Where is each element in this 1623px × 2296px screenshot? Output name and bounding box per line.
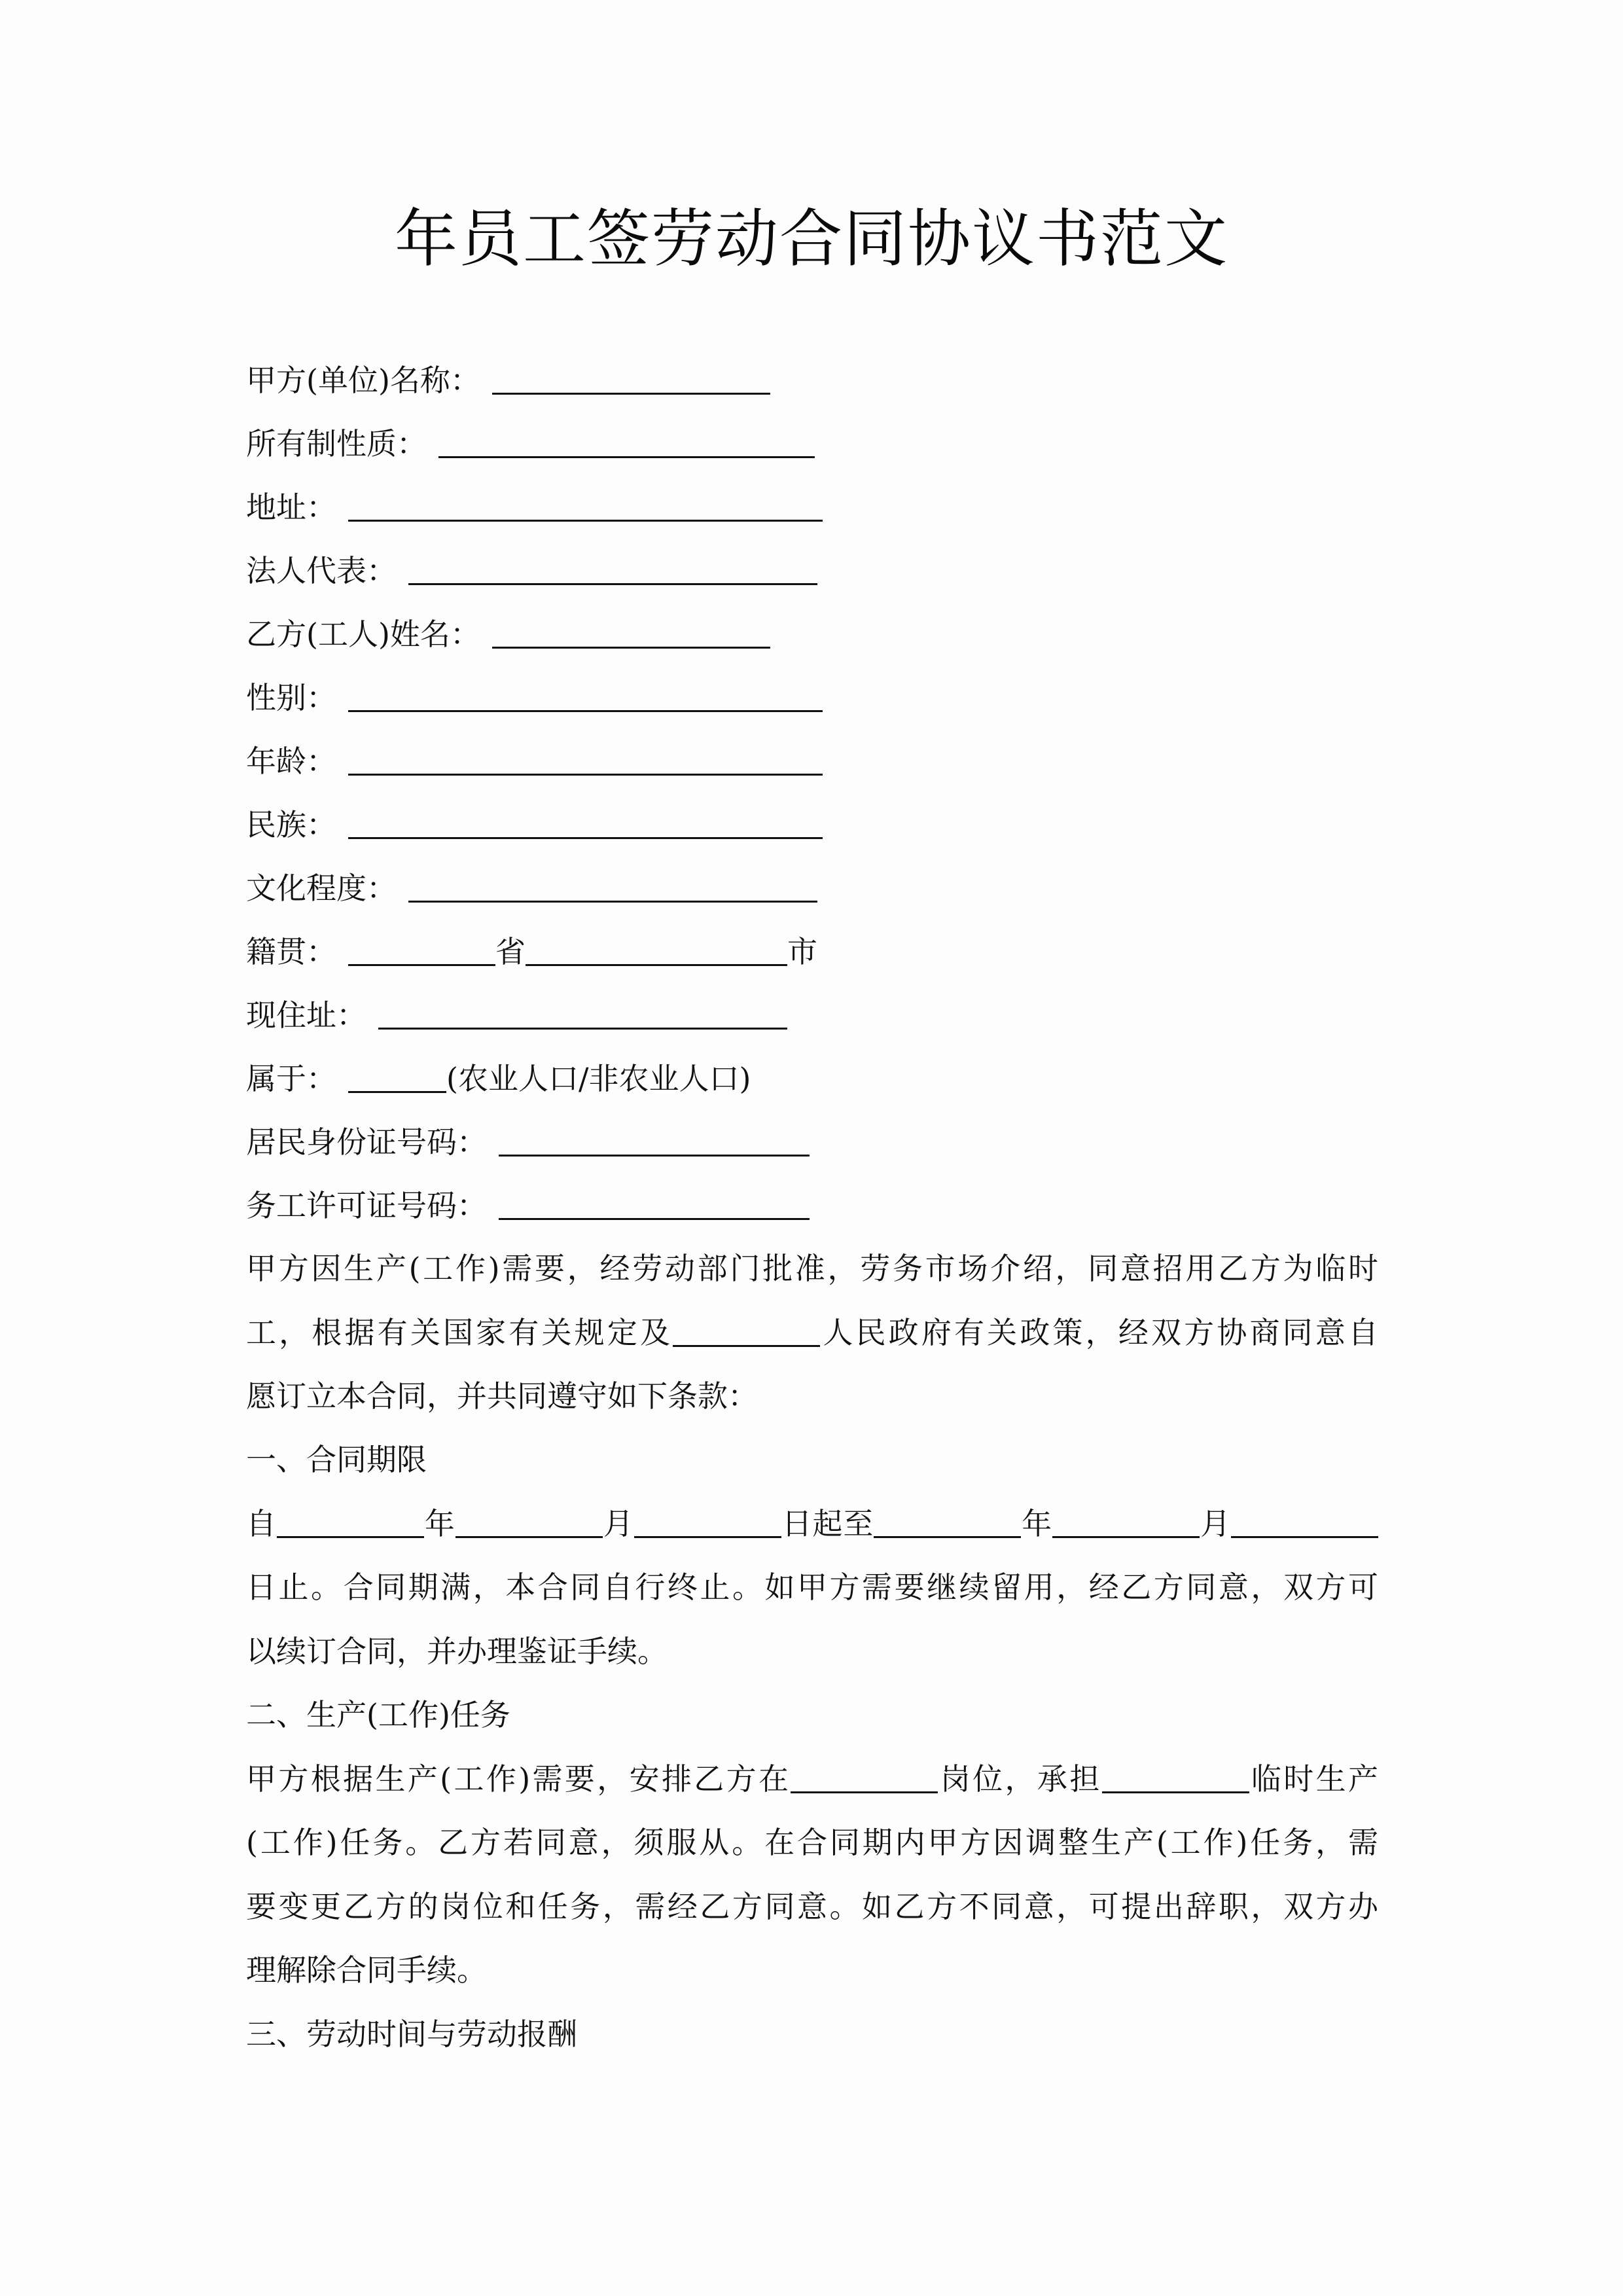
section-1-heading: 一、合同期限 — [246, 1442, 427, 1477]
field-label: 甲方(单位)名称： — [246, 363, 480, 398]
section-2 — [246, 1683, 1378, 2003]
start-month-blank[interactable] — [455, 1506, 603, 1538]
field-label: 属于： — [246, 1061, 336, 1096]
field-belongs-to — [246, 1057, 751, 1096]
party-b-name-blank[interactable] — [492, 617, 770, 649]
field-gender — [246, 676, 823, 715]
document-title: 年员工签劳动合同协议书范文 — [395, 202, 1228, 276]
field-legal-rep — [246, 549, 817, 588]
field-age — [246, 740, 823, 779]
task-blank[interactable] — [1102, 1761, 1249, 1793]
province-suffix: 省 — [495, 934, 526, 969]
start-day-blank[interactable] — [634, 1506, 781, 1538]
field-label: 民族： — [246, 807, 336, 842]
section-2-line-4: 理解除合同手续。 — [246, 1952, 487, 1988]
section-3-heading: 三、劳动时间与劳动报酬 — [246, 2017, 577, 2052]
end-year-blank[interactable] — [874, 1506, 1021, 1538]
field-label: 务工许可证号码： — [246, 1188, 487, 1223]
field-ethnicity — [246, 803, 823, 842]
government-blank[interactable] — [673, 1315, 820, 1347]
section-1-line-2: 日止。合同期满，本合同自行终止。如甲方需要继续留用，经乙方同意，双方可 — [246, 1570, 1378, 1605]
field-label: 地址： — [246, 490, 336, 525]
start-year-blank[interactable] — [277, 1506, 424, 1538]
legal-rep-blank[interactable] — [408, 553, 817, 585]
field-label: 乙方(工人)姓名： — [246, 617, 480, 652]
section-2-line-3: 要变更乙方的岗位和任务，需经乙方同意。如乙方不同意，可提出辞职，双方办 — [246, 1888, 1378, 1924]
intro-line-2: 工，根据有关国家有关规定及 人民政府有关政策，经双方协商同意自 — [246, 1314, 1379, 1350]
contract-period-line: 自 年 月 日起至 年 月 — [246, 1492, 1378, 1556]
end-day-blank[interactable] — [1231, 1506, 1378, 1538]
field-label: 性别： — [246, 680, 336, 715]
gender-blank[interactable] — [348, 680, 823, 712]
end-month-blank[interactable] — [1052, 1506, 1200, 1538]
section-2-line-1: 甲方根据生产(工作)需要，安排乙方在 岗位，承担 临时生产 — [246, 1761, 1379, 1797]
belongs-to-blank[interactable] — [348, 1061, 446, 1093]
ethnicity-blank[interactable] — [348, 807, 823, 839]
address-blank[interactable] — [348, 490, 823, 522]
field-address — [246, 486, 823, 525]
intro-line-1: 甲方因生产(工作)需要，经劳动部门批准，劳务市场介绍，同意招用乙方为临时 — [246, 1251, 1378, 1286]
section-2-heading: 二、生产(工作)任务 — [246, 1697, 510, 1732]
party-a-name-blank[interactable] — [492, 363, 770, 395]
work-permit-blank[interactable] — [499, 1188, 810, 1220]
field-id-number — [246, 1121, 810, 1160]
current-address-blank[interactable] — [378, 997, 787, 1030]
intro-paragraph — [246, 1237, 1378, 1429]
field-native-place — [246, 930, 817, 969]
education-blank[interactable] — [408, 870, 817, 903]
section-1-line-3: 以续订合同，并办理鉴证手续。 — [246, 1633, 668, 1669]
field-education — [246, 867, 817, 906]
field-label: 现住址： — [246, 997, 366, 1033]
belongs-to-options: (农业人口/非农业人口) — [446, 1061, 751, 1096]
field-ownership — [246, 422, 815, 461]
age-blank[interactable] — [348, 744, 823, 776]
position-blank[interactable] — [791, 1761, 938, 1793]
id-number-blank[interactable] — [499, 1124, 810, 1157]
field-party-b-name — [246, 613, 770, 652]
field-label: 籍贯： — [246, 934, 336, 969]
field-label: 法人代表： — [246, 553, 397, 588]
field-work-permit — [246, 1184, 810, 1223]
field-label: 所有制性质： — [246, 426, 427, 461]
field-label: 文化程度： — [246, 870, 397, 906]
city-suffix: 市 — [787, 934, 817, 969]
province-blank[interactable] — [348, 934, 495, 966]
intro-line-3: 愿订立本合同，并共同遵守如下条款： — [246, 1378, 758, 1414]
ownership-blank[interactable] — [438, 426, 815, 458]
section-3 — [246, 2003, 1378, 2067]
field-label: 年龄： — [246, 744, 336, 779]
city-blank[interactable] — [526, 934, 787, 966]
field-label: 居民身份证号码： — [246, 1124, 487, 1160]
field-party-a-name — [246, 359, 770, 398]
field-current-address — [246, 994, 787, 1033]
section-1 — [246, 1428, 1378, 1683]
section-2-line-2: (工作)任务。乙方若同意，须服从。在合同期内甲方因调整生产(工作)任务，需 — [246, 1825, 1378, 1860]
